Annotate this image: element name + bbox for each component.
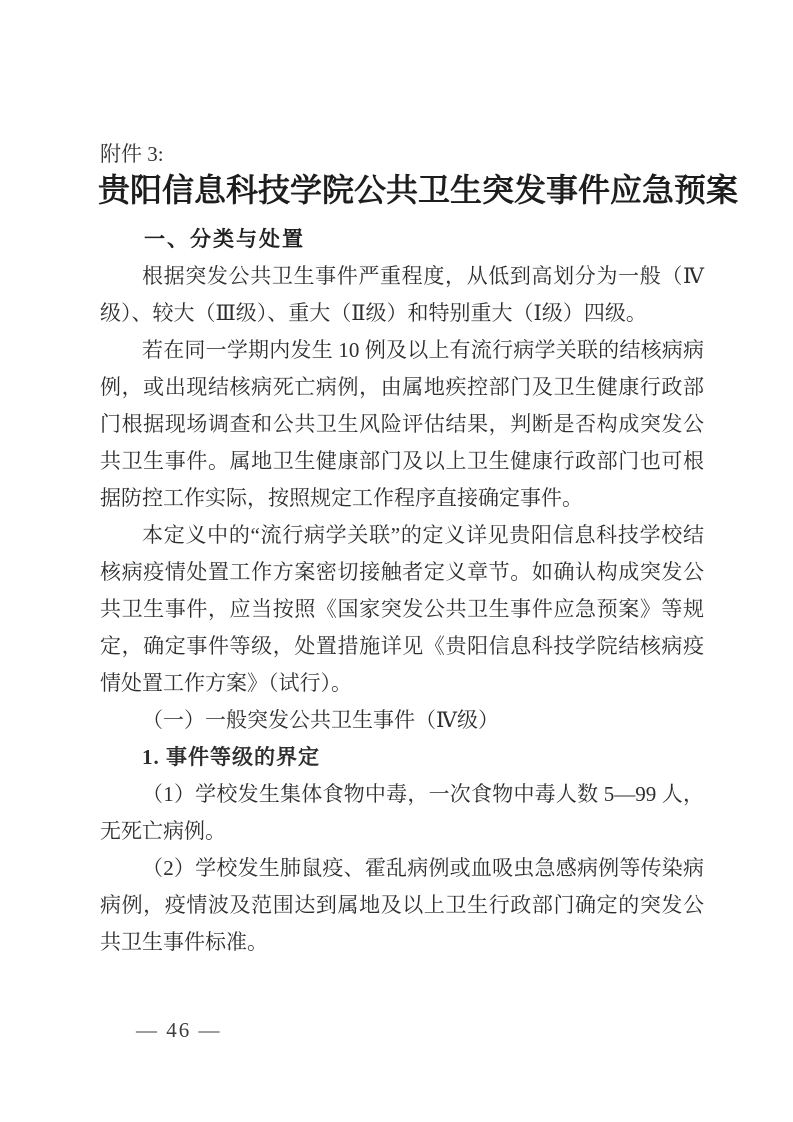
- page-number: — 46 —: [136, 1018, 222, 1042]
- section-heading: 一、分类与处置: [144, 228, 305, 251]
- document-title: 贵阳信息科技学院公共卫生突发事件应急预案: [98, 172, 739, 208]
- attachment-label: 附件 3:: [100, 142, 164, 166]
- paragraph-food-poisoning: （1）学校发生集体食物中毒，一次食物中毒人数 5—99 人，无死亡病例。: [100, 782, 704, 843]
- item-heading: 1. 事件等级的界定: [142, 745, 320, 769]
- paragraph-infectious-disease: （2）学校发生肺鼠疫、霍乱病例或血吸虫急感病例等传染病病例，疫情波及范围达到属地及以上卫生行政部门确定的突发公共卫生事件标准。: [100, 856, 704, 954]
- document-body: [100, 258, 704, 961]
- subsection-heading: （一）一般突发公共卫生事件（Ⅳ级）: [142, 708, 499, 732]
- paragraph-tb-criteria: 若在同一学期内发生 10 例及以上有流行病学关联的结核病病例，或出现结核病死亡病例，由属地疾控部门及卫生健康行政部门根据现场调查和公共卫生风险评估结果，判断是否构成突发公共卫生事件。属地卫生健康部门及以上卫生健康行政部门也可根据防控工作实际，按照规定工作程序直接确定事件。: [100, 338, 704, 510]
- paragraph-definition: 本定义中的“流行病学关联”的定义详见贵阳信息科技学校结核病疫情处置工作方案密切接触者定义章节。如确认构成突发公共卫生事件，应当按照《国家突发公共卫生事件应急预案》等规定，确定事件等级，处置措施详见《贵阳信息科技学院结核病疫情处置工作方案》（试行）。: [100, 523, 704, 695]
- paragraph-classification: 根据突发公共卫生事件严重程度，从低到高划分为一般（Ⅳ级）、较大（Ⅲ级）、重大（Ⅱ级）和特别重大（Ⅰ级）四级。: [100, 264, 704, 325]
